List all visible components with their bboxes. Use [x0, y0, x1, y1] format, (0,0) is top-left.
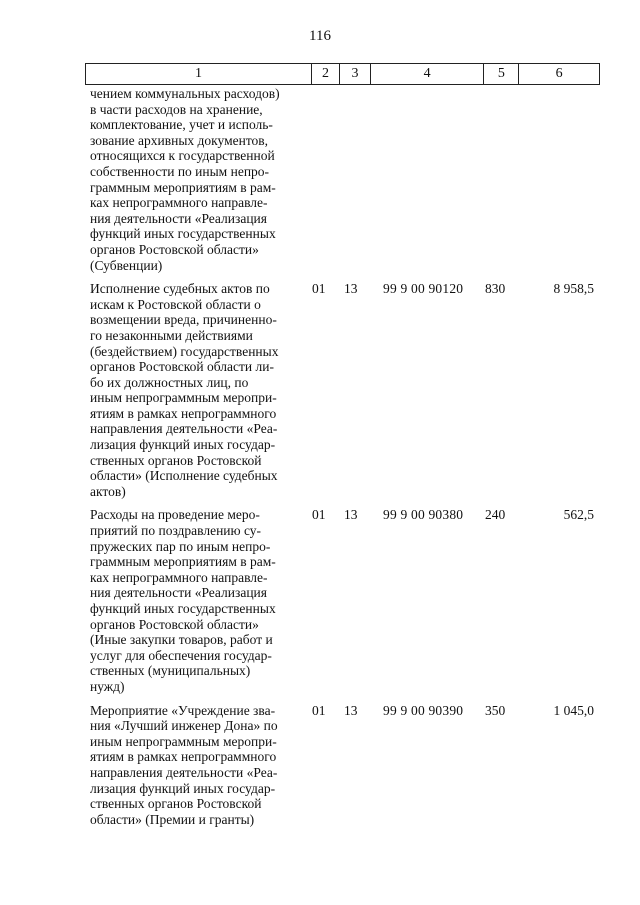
sum-value: 8 958,5	[553, 281, 594, 297]
table-row	[85, 507, 600, 694]
description-line: граммным мероприятиям в рам-	[90, 179, 276, 195]
description-line: органов Ростовской области»	[90, 616, 259, 632]
description-line: ния деятельности «Реализация	[90, 585, 267, 601]
description-line: зование архивных документов,	[90, 132, 269, 148]
description-line: ния деятельности «Реализация	[90, 210, 267, 226]
description-line: иным непрограммным меропри-	[90, 733, 277, 749]
description-line: комплектование, учет и исполь-	[90, 117, 273, 133]
table-row	[85, 703, 600, 828]
expense-type-code	[485, 86, 520, 273]
description-line: чением коммунальных расходов)	[90, 86, 280, 101]
description-line: Исполнение судебных актов по	[90, 281, 270, 297]
description-line: Мероприятие «Учреждение зва-	[90, 702, 276, 718]
sum-value	[520, 86, 600, 273]
target-article-code: 99 9 00 90120	[383, 281, 464, 297]
description-line: ятиям в рамках непрограммного	[90, 749, 277, 765]
section-code: 01	[312, 702, 326, 718]
subsection-code	[340, 86, 371, 273]
target-article-code: 99 9 00 90390	[383, 702, 464, 718]
description-line: функций иных государственных	[90, 601, 276, 616]
column-header-5: 5	[484, 64, 519, 84]
description-line: ках непрограммного направле-	[90, 569, 268, 585]
description-line: нужд)	[90, 678, 125, 694]
row-description	[90, 507, 310, 694]
table-header-row	[85, 63, 600, 85]
description-line: ятиям в рамках непрограммного	[90, 405, 277, 421]
description-line: относящихся к государственной	[90, 148, 275, 164]
column-header-2: 2	[312, 64, 340, 84]
target-article-code: 99 9 00 90380	[383, 507, 464, 523]
description-line: функций иных государственных	[90, 226, 276, 242]
subsection-code: 13	[344, 507, 358, 523]
description-line: (Субвенции)	[90, 257, 163, 273]
description-line: направления деятельности «Реа-	[90, 764, 278, 780]
description-line: (бездействием) государственных	[90, 343, 279, 359]
row-description	[90, 86, 310, 273]
description-line: ках непрограммного направле-	[90, 195, 268, 211]
expense-type-code: 830	[485, 281, 506, 297]
description-line: Расходы на проведение меро-	[90, 507, 260, 523]
description-line: лизация функций иных государ-	[90, 437, 276, 453]
description-line: возмещении вреда, причиненно-	[90, 312, 277, 328]
target-article-code	[371, 86, 485, 273]
description-line: бо их должностных лиц, по	[90, 374, 249, 390]
row-description	[90, 703, 310, 828]
subsection-code: 13	[344, 281, 358, 297]
budget-table-body	[85, 86, 600, 827]
description-line: искам к Ростовской области о	[90, 296, 261, 312]
description-line: ственных органов Ростовской	[90, 796, 262, 812]
sum-value: 1 045,0	[553, 702, 594, 718]
description-line: органов Ростовской области»	[90, 241, 259, 257]
column-header-4: 4	[371, 64, 485, 84]
column-header-3: 3	[340, 64, 371, 84]
description-line: собственности по иным непро-	[90, 163, 270, 179]
sum-value: 562,5	[563, 507, 594, 523]
description-line: области» (Исполнение судебных	[90, 468, 278, 484]
table-row	[85, 281, 600, 499]
section-code: 01	[312, 281, 326, 297]
subsection-code: 13	[344, 702, 358, 718]
description-line: пружеских пар по иным непро-	[90, 538, 271, 554]
description-line: в части расходов на хранение,	[90, 101, 263, 117]
description-line: ственных (муниципальных)	[90, 663, 251, 679]
expense-type-code: 350	[485, 702, 506, 718]
table-row	[85, 86, 600, 273]
description-line: лизация функций иных государ-	[90, 780, 276, 796]
description-line: (Иные закупки товаров, работ и	[90, 632, 273, 648]
description-line: направления деятельности «Реа-	[90, 421, 278, 437]
description-line: области» (Премии и гранты)	[90, 811, 255, 827]
column-header-1: 1	[86, 64, 312, 84]
row-description	[90, 281, 310, 499]
description-line: услуг для обеспечения государ-	[90, 647, 272, 663]
page-number: 116	[309, 28, 331, 44]
description-line: иным непрограммным меропри-	[90, 390, 277, 406]
description-line: органов Ростовской области ли-	[90, 359, 274, 375]
description-line: приятий по поздравлению су-	[90, 523, 262, 539]
section-code: 01	[312, 507, 326, 523]
section-code	[310, 86, 340, 273]
description-line: граммным мероприятиям в рам-	[90, 554, 276, 570]
description-line: го незаконными действиями	[90, 327, 253, 343]
description-line: актов)	[90, 483, 126, 499]
description-line: ственных органов Ростовской	[90, 452, 262, 468]
column-header-6: 6	[555, 66, 563, 81]
expense-type-code: 240	[485, 507, 506, 523]
description-line: ния «Лучший инженер Дона» по	[90, 718, 278, 734]
